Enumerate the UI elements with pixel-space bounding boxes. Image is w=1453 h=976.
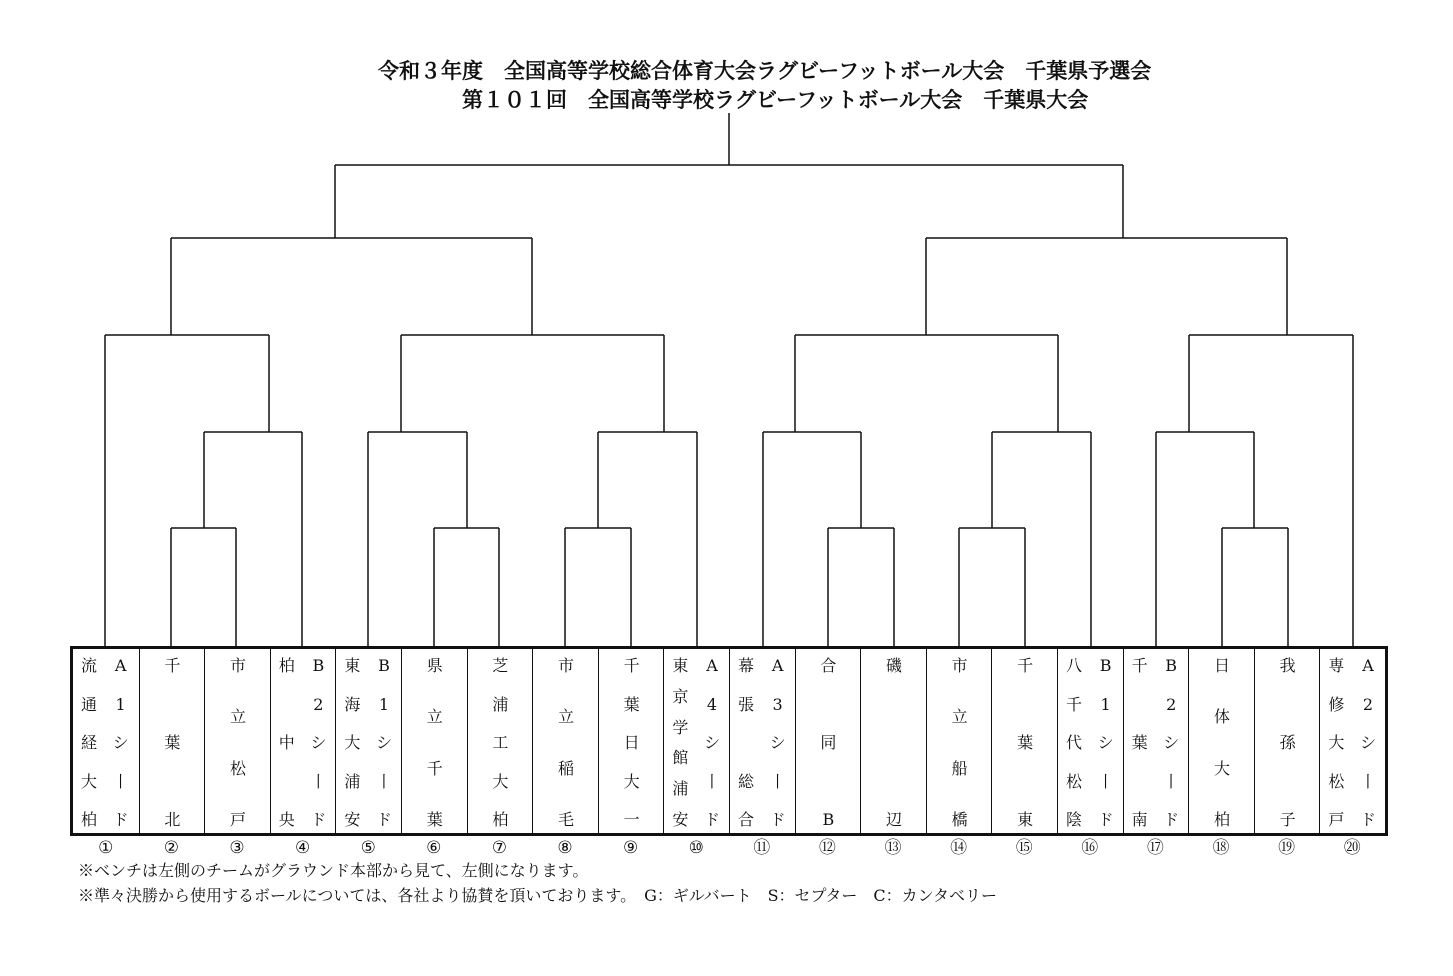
team-number: ⑧ [557,838,573,858]
team-name-char: 戸 [1328,810,1345,829]
team-name-char: 磯 [885,656,902,675]
team-name-char: 県 [426,656,443,675]
team-cell [1057,649,1123,833]
bench-note: ※ベンチは左側のチームがグラウンド本部から見て、左側になります。 [78,861,589,880]
team-name-char: 立 [951,707,968,727]
team-name-char: 戸 [229,810,246,829]
team-number: ⑥ [426,838,442,858]
team-number: ⑳ [1343,838,1361,858]
seed-block-label: B [378,656,390,675]
seed-label-char: 丨 [1359,771,1376,791]
team-cell [795,649,861,833]
team-name-char: 日 [623,733,640,752]
team-name-char: 柏 [80,810,97,829]
seed-label-char: 4 [706,694,718,714]
team-name-char: 流 [80,656,97,675]
seed-label-char: 丨 [375,771,392,791]
team-number: ⑬ [884,838,902,858]
seed-label-char: ド [703,810,720,829]
seed-block-label: A [114,656,127,675]
team-cell [1188,649,1254,833]
team-name-char: 大 [1328,733,1345,752]
seed-label-char: 丨 [703,771,720,791]
seed-label-char: シ [1359,733,1376,752]
team-name-char: 通 [80,694,97,714]
seed-block-label: A [1362,656,1374,675]
seed-block-label: A [706,656,718,675]
team-cell [663,649,729,833]
team-cell [401,649,467,833]
team-name-char: 松 [1065,771,1082,791]
seed-label-char: ド [1359,810,1376,829]
seed-label-char: 3 [772,694,783,714]
team-name-char: 八 [1065,656,1082,675]
team-number: ⑤ [360,838,376,858]
team-name-char: 柏 [492,810,509,829]
team-name-char: 総 [737,771,754,791]
seed-label-char: 1 [378,694,390,714]
team-name-char: 陰 [1065,810,1082,829]
team-name-char: 松 [1328,771,1345,791]
team-name-char: 一 [623,810,640,829]
team-cell [926,649,992,833]
seed-label-char: 丨 [1097,771,1114,791]
title-line-1: 令和３年度 全国高等学校総合体育大会ラグビーフットボール大会 千葉県予選会 [378,58,1152,83]
team-name-char: 我 [1279,656,1296,675]
team-name-char: 葉 [1131,733,1148,752]
seed-label-char: 1 [1100,694,1111,714]
team-name-char: 大 [80,771,97,791]
team-name-char: B [822,810,835,829]
team-name-char: 合 [820,656,837,675]
seed-label-char: ド [769,810,786,829]
seed-label-char: 丨 [1163,771,1180,791]
team-name-char: 稲 [557,758,574,778]
title-line-2: 第１０１回 全国高等学校ラグビーフットボール大会 千葉県大会 [462,87,1089,112]
seed-block-label: A [771,656,784,675]
seed-label-char: シ [310,733,327,752]
team-name-char: 体 [1213,707,1230,727]
team-name-char: 工 [492,733,509,752]
seed-block-label: B [1099,656,1112,675]
team-name-char: 立 [229,707,246,727]
team-cell [1319,649,1385,833]
team-name-char: 南 [1131,810,1148,829]
seed-label-char: 丨 [769,771,786,791]
team-cell [204,649,270,833]
seed-label-char: ド [310,810,327,829]
team-name-char: 海 [344,694,361,714]
team-name-char: 東 [344,656,361,675]
team-name-char: 東 [672,656,689,675]
team-name-char: 船 [951,758,968,778]
team-name-char: 専 [1328,656,1345,675]
team-name-char: 浦 [492,694,509,714]
team-name-char: 千 [426,758,443,778]
team-name-char: 浦 [672,779,689,799]
seed-label-char: シ [375,733,392,752]
team-name-char: 北 [164,810,181,829]
team-name-char: 同 [820,733,837,752]
seed-label-char: 2 [1166,694,1177,714]
team-cell [73,649,139,833]
team-number: ⑩ [688,838,704,858]
team-number: ⑮ [1015,838,1033,858]
team-name-char: 代 [1065,733,1082,752]
team-name-char: 葉 [164,733,181,752]
team-name-char: 孫 [1279,733,1296,752]
team-number: ⑰ [1146,838,1164,858]
team-name-char: 千 [1065,694,1082,714]
seed-label-char: シ [1097,733,1114,752]
team-number: ① [98,838,114,858]
seed-label-char: シ [769,733,786,752]
team-name-char: 葉 [1017,733,1034,752]
team-name-char: 葉 [426,810,443,829]
team-name-char: 中 [278,733,295,752]
team-number: ⑱ [1212,838,1230,858]
seed-label-char: 丨 [112,771,129,791]
seed-label-char: 1 [115,694,126,714]
team-name-char: 張 [737,694,754,714]
team-name-char: 市 [557,656,574,675]
seed-label-char: シ [1163,733,1180,752]
team-number: ③ [229,838,245,858]
team-cell [991,649,1057,833]
seed-label-char: ド [112,810,129,829]
team-name-char: 学 [672,717,689,737]
seed-label-char: ド [1097,810,1114,829]
team-cell [270,649,336,833]
team-name-char: 立 [426,707,443,727]
team-cell [467,649,533,833]
team-name-char: 柏 [1213,810,1230,829]
team-name-char: 千 [1017,656,1034,675]
team-cell [1254,649,1320,833]
team-number: ⑫ [818,838,836,858]
team-name-char: 浦 [344,771,361,791]
team-number: ⑲ [1278,838,1296,858]
team-name-char: 市 [229,656,246,675]
team-name-char: 大 [492,771,509,791]
team-name-char: 橋 [951,810,968,829]
team-name-char: 日 [1213,656,1230,675]
team-name-char: 大 [344,733,361,752]
team-name-char: 合 [737,810,754,829]
team-name-char: 子 [1279,810,1296,829]
team-name-char: 京 [672,686,689,706]
seed-label-char: ド [375,810,392,829]
team-name-char: 柏 [278,656,295,675]
team-name-char: 松 [229,758,246,778]
team-name-char: 東 [1017,810,1034,829]
team-cell [532,649,598,833]
seed-label-char: 2 [1362,694,1374,714]
team-name-char: 千 [623,656,640,675]
seed-label-char: シ [703,733,720,752]
team-name-char: 央 [278,810,295,829]
team-name-char: 千 [164,656,181,675]
team-table [70,646,1388,836]
team-name-char: 立 [557,707,574,727]
team-name-char: 大 [1213,758,1230,778]
team-cell [598,649,664,833]
team-number: ⑪ [753,838,771,858]
team-name-char: 安 [672,810,689,829]
team-number: ⑦ [491,838,508,858]
team-name-char: 経 [80,733,97,752]
team-cell [1123,649,1189,833]
team-number: ② [163,838,180,858]
team-number: ④ [294,838,311,858]
seed-label-char: 2 [313,694,324,714]
seed-block-label: B [1165,656,1178,675]
team-number: ⑨ [622,838,639,858]
team-cell [335,649,401,833]
ball-sponsor-note: ※準々決勝から使用するボールについては、各社より協賛を頂いております。 G：ギルバート S：セプター C：カンタベリー [78,886,998,905]
team-name-char: 千 [1131,656,1148,675]
team-name-char: 葉 [623,694,640,714]
team-name-char: 毛 [557,810,574,829]
team-name-char: 安 [344,810,361,829]
team-name-char: 館 [672,748,689,768]
team-number: ⑭ [950,838,968,858]
seed-block-label: B [312,656,325,675]
team-number: ⑯ [1081,838,1099,858]
seed-label-char: シ [112,733,129,752]
team-name-char: 修 [1328,694,1345,714]
team-cell [860,649,926,833]
team-cell [729,649,795,833]
team-cell [139,649,205,833]
team-name-char: 大 [623,771,640,791]
team-name-char: 辺 [885,810,902,829]
team-name-char: 幕 [737,656,754,675]
seed-label-char: ド [1163,810,1180,829]
team-name-char: 芝 [492,656,509,675]
team-name-char: 市 [951,656,968,675]
seed-label-char: 丨 [310,771,327,791]
